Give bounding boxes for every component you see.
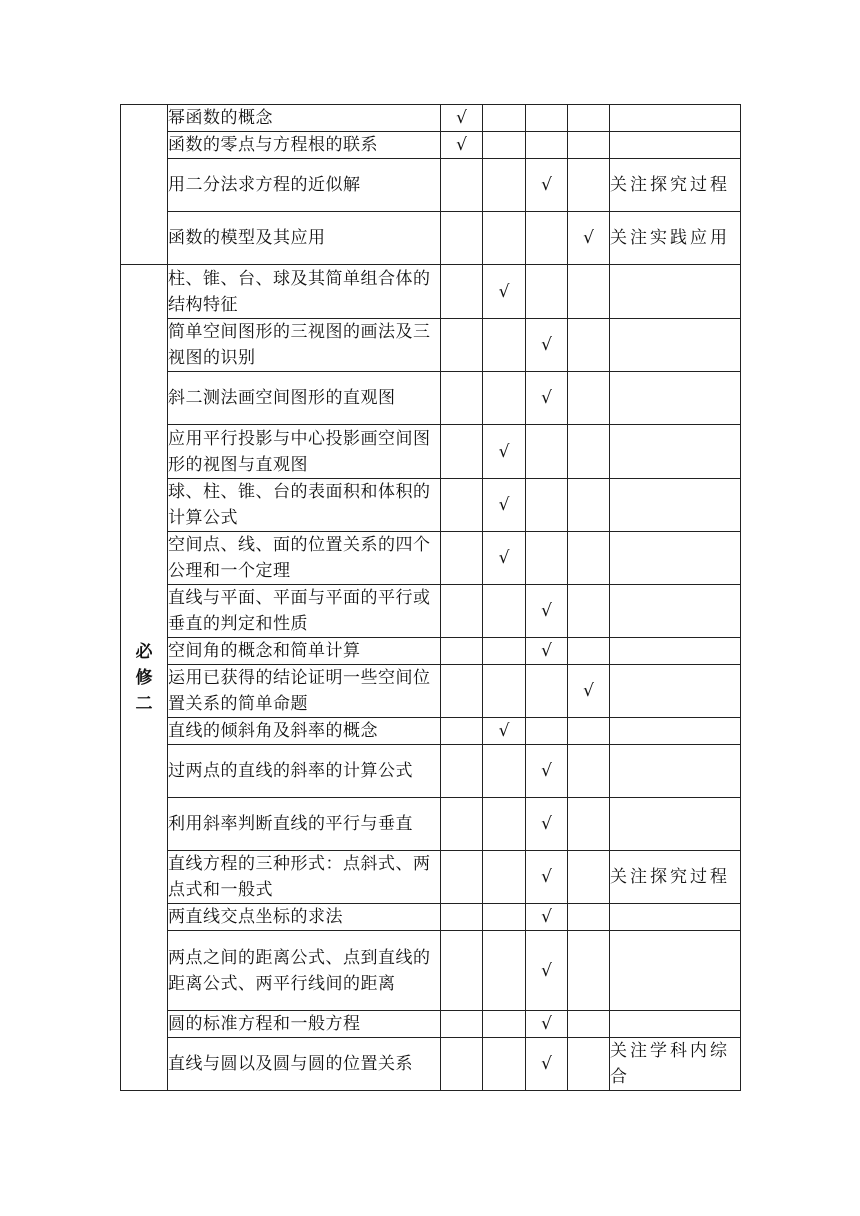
level-3-cell [526, 212, 568, 265]
level-1-cell [441, 319, 483, 372]
table-row [121, 904, 741, 931]
level-4-cell [568, 718, 610, 745]
check-mark: √ [541, 601, 552, 621]
level-4-cell [568, 1011, 610, 1038]
level-1-cell [441, 532, 483, 585]
note-cell [610, 319, 741, 372]
level-3-cell [526, 665, 568, 718]
level-2-cell [483, 479, 526, 532]
check-mark: √ [541, 641, 552, 661]
table-row [121, 212, 741, 265]
topic-cell: 过两点的直线的斜率的计算公式 [168, 745, 441, 798]
level-1-cell [441, 372, 483, 425]
level-4-cell [568, 159, 610, 212]
level-4-cell [568, 319, 610, 372]
note-cell [610, 904, 741, 931]
topic-cell: 函数的模型及其应用 [168, 212, 441, 265]
level-1-cell [441, 479, 483, 532]
level-2-cell [483, 132, 526, 159]
level-1-cell [441, 718, 483, 745]
level-4-cell [568, 1038, 610, 1091]
level-4-cell [568, 798, 610, 851]
note-cell [610, 425, 741, 479]
level-3-cell [526, 425, 568, 479]
level-3-cell [526, 105, 568, 132]
check-mark: √ [541, 335, 552, 355]
check-mark: √ [583, 228, 594, 248]
level-2-cell [483, 1011, 526, 1038]
level-2-cell [483, 265, 526, 319]
level-2-cell [483, 931, 526, 1011]
check-mark: √ [498, 441, 510, 462]
table-row [121, 1011, 741, 1038]
level-2-cell [483, 585, 526, 638]
table-row [121, 585, 741, 638]
topic-cell: 柱、锥、台、球及其简单组合体的结构特征 [168, 265, 441, 319]
topic-cell: 空间点、线、面的位置关系的四个公理和一个定理 [168, 532, 441, 585]
check-mark: √ [541, 867, 552, 887]
table-row [121, 638, 741, 665]
level-3-cell [526, 265, 568, 319]
level-3-cell [526, 319, 568, 372]
section-label-cell [121, 265, 168, 1091]
level-3-cell [526, 132, 568, 159]
note-cell [610, 132, 741, 159]
check-mark: √ [498, 495, 510, 515]
level-1-cell [441, 798, 483, 851]
table-row [121, 425, 741, 479]
level-4-cell [568, 665, 610, 718]
level-2-cell [483, 665, 526, 718]
level-4-cell [568, 479, 610, 532]
level-1-cell [441, 425, 483, 479]
topic-cell: 用二分法求方程的近似解 [168, 159, 441, 212]
check-mark: √ [541, 175, 552, 195]
topic-cell: 斜二测法画空间图形的直观图 [168, 372, 441, 425]
level-2-cell [483, 532, 526, 585]
topic-cell: 空间角的概念和简单计算 [168, 638, 441, 665]
level-1-cell [441, 585, 483, 638]
level-4-cell [568, 265, 610, 319]
level-2-cell [483, 212, 526, 265]
level-1-cell [441, 212, 483, 265]
level-4-cell [568, 931, 610, 1011]
level-1-cell [441, 851, 483, 904]
level-1-cell [441, 132, 483, 159]
level-4-cell [568, 372, 610, 425]
check-mark: √ [541, 814, 552, 834]
level-2-cell [483, 1038, 526, 1091]
topic-cell: 应用平行投影与中心投影画空间图形的视图与直观图 [168, 425, 441, 479]
level-1-cell [441, 265, 483, 319]
topic-cell: 运用已获得的结论证明一些空间位置关系的简单命题 [168, 665, 441, 718]
table-row [121, 851, 741, 904]
level-4-cell [568, 851, 610, 904]
check-mark: √ [541, 960, 552, 981]
note-cell: 关注探究过程 [610, 159, 741, 212]
table-row [121, 479, 741, 532]
table-row [121, 532, 741, 585]
topic-cell: 利用斜率判断直线的平行与垂直 [168, 798, 441, 851]
level-3-cell [526, 479, 568, 532]
level-2-cell [483, 372, 526, 425]
level-1-cell [441, 1011, 483, 1038]
level-3-cell [526, 718, 568, 745]
note-cell [610, 718, 741, 745]
note-cell [610, 638, 741, 665]
table-row [121, 159, 741, 212]
level-4-cell [568, 745, 610, 798]
level-3-cell [526, 159, 568, 212]
level-1-cell [441, 904, 483, 931]
level-2-cell [483, 425, 526, 479]
topic-cell: 圆的标准方程和一般方程 [168, 1011, 441, 1038]
table-row [121, 132, 741, 159]
level-1-cell [441, 931, 483, 1011]
topic-cell: 幂函数的概念 [168, 105, 441, 132]
section-label: 必修二 [135, 641, 153, 714]
level-4-cell [568, 904, 610, 931]
note-cell [610, 265, 741, 319]
note-cell [610, 372, 741, 425]
topic-cell: 球、柱、锥、台的表面积和体积的计算公式 [168, 479, 441, 532]
level-2-cell [483, 718, 526, 745]
check-mark: √ [541, 388, 552, 408]
check-mark: √ [498, 548, 510, 568]
level-2-cell [483, 638, 526, 665]
table-row [121, 665, 741, 718]
level-2-cell [483, 745, 526, 798]
level-2-cell [483, 904, 526, 931]
table-row [121, 931, 741, 1011]
check-mark: √ [456, 108, 467, 128]
topic-cell: 函数的零点与方程根的联系 [168, 132, 441, 159]
level-3-cell [526, 585, 568, 638]
level-1-cell [441, 665, 483, 718]
level-3-cell [526, 1011, 568, 1038]
level-3-cell [526, 851, 568, 904]
level-1-cell [441, 638, 483, 665]
table-row [121, 718, 741, 745]
check-mark: √ [498, 281, 510, 302]
check-mark: √ [541, 1054, 552, 1074]
level-2-cell [483, 105, 526, 132]
topic-cell: 直线与平面、平面与平面的平行或垂直的判定和性质 [168, 585, 441, 638]
level-3-cell [526, 638, 568, 665]
section-label-cell [121, 105, 168, 265]
table-row [121, 105, 741, 132]
table-row [121, 372, 741, 425]
table-row [121, 745, 741, 798]
level-2-cell [483, 319, 526, 372]
table-row [121, 319, 741, 372]
note-cell [610, 745, 741, 798]
note-cell: 关注实践应用 [610, 212, 741, 265]
table-body [121, 105, 741, 1091]
check-mark: √ [541, 907, 552, 927]
level-1-cell [441, 745, 483, 798]
syllabus-table [120, 104, 741, 1091]
level-3-cell [526, 931, 568, 1011]
level-1-cell [441, 105, 483, 132]
topic-cell: 直线与圆以及圆与圆的位置关系 [168, 1038, 441, 1091]
table-row [121, 798, 741, 851]
level-2-cell [483, 159, 526, 212]
topic-cell: 直线的倾斜角及斜率的概念 [168, 718, 441, 745]
topic-cell: 两直线交点坐标的求法 [168, 904, 441, 931]
level-4-cell [568, 105, 610, 132]
check-mark: √ [541, 761, 552, 781]
check-mark: √ [583, 681, 594, 701]
note-cell [610, 532, 741, 585]
note-cell [610, 105, 741, 132]
level-3-cell [526, 904, 568, 931]
note-cell: 关注学科内综合 [610, 1038, 741, 1091]
table-row [121, 265, 741, 319]
note-cell [610, 585, 741, 638]
level-3-cell [526, 798, 568, 851]
note-cell [610, 1011, 741, 1038]
level-3-cell [526, 1038, 568, 1091]
level-4-cell [568, 425, 610, 479]
level-3-cell [526, 532, 568, 585]
note-cell [610, 931, 741, 1011]
check-mark: √ [541, 1014, 552, 1034]
level-4-cell [568, 132, 610, 159]
check-mark: √ [498, 721, 510, 741]
check-mark: √ [456, 135, 467, 155]
note-cell: 关注探究过程 [610, 851, 741, 904]
table-row [121, 1038, 741, 1091]
topic-cell: 两点之间的距离公式、点到直线的距离公式、两平行线间的距离 [168, 931, 441, 1011]
level-4-cell [568, 532, 610, 585]
level-2-cell [483, 851, 526, 904]
note-cell [610, 798, 741, 851]
level-2-cell [483, 798, 526, 851]
level-3-cell [526, 372, 568, 425]
topic-cell: 简单空间图形的三视图的画法及三视图的识别 [168, 319, 441, 372]
level-1-cell [441, 1038, 483, 1091]
level-1-cell [441, 159, 483, 212]
level-4-cell [568, 212, 610, 265]
topic-cell: 直线方程的三种形式：点斜式、两点式和一般式 [168, 851, 441, 904]
note-cell [610, 479, 741, 532]
level-4-cell [568, 638, 610, 665]
note-cell [610, 665, 741, 718]
level-4-cell [568, 585, 610, 638]
level-3-cell [526, 745, 568, 798]
